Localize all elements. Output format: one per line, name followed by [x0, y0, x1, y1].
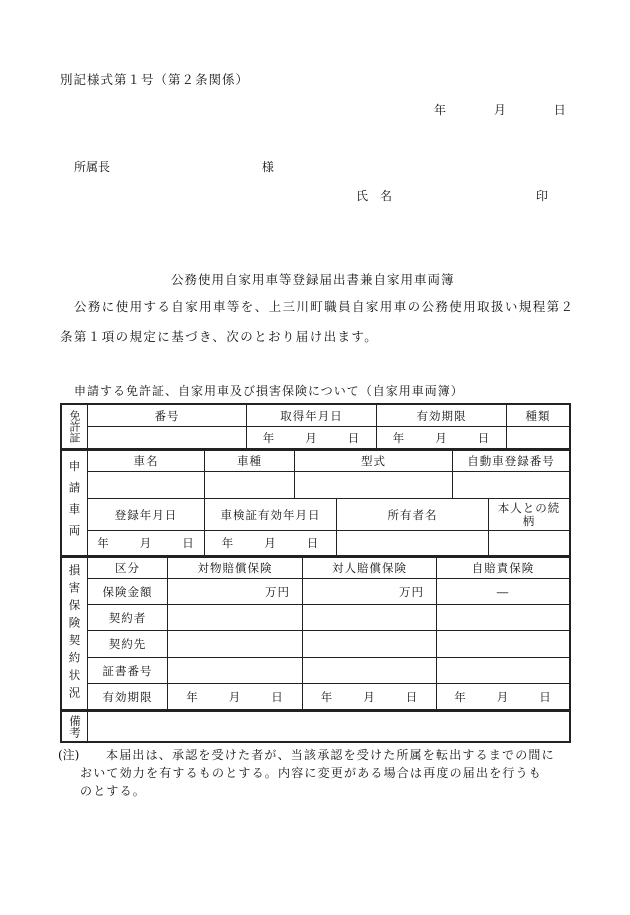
personal-amount-field[interactable]: 万円 [303, 579, 437, 605]
remarks-label: 備考 [62, 712, 88, 742]
applicant-name-label: 氏 名 [356, 189, 393, 203]
property-validity-field[interactable]: 年 月 日 [168, 684, 303, 710]
relationship-field[interactable] [489, 531, 570, 556]
vehicle-reg-number-header: 自動車登録番号 [453, 451, 570, 472]
license-type-header: 種類 [507, 405, 570, 427]
personal-policyholder-field[interactable] [303, 605, 437, 631]
property-certificate-field[interactable] [168, 658, 303, 684]
table-caption: 申請する免許証、自家用車及び損害保険について（自家用車両簿） [74, 384, 464, 398]
compulsory-insurer-field[interactable] [437, 631, 570, 658]
vehicle-reg-number-field[interactable] [453, 472, 570, 499]
compulsory-validity-field[interactable]: 年 月 日 [437, 684, 570, 710]
insurance-table [60, 556, 571, 711]
license-expiry-header: 有効期限 [377, 405, 507, 427]
personal-validity-field[interactable]: 年 月 日 [303, 684, 437, 710]
personal-insurance-header: 対人賠償保険 [303, 558, 437, 579]
vehicle-name-field[interactable] [88, 472, 205, 499]
date-line [434, 101, 566, 118]
personal-certificate-field[interactable] [303, 658, 437, 684]
vehicle-type-header: 車種 [205, 451, 295, 472]
form-number: 別記様式第１号（第２条関係） [60, 72, 250, 87]
license-table [60, 403, 571, 450]
compulsory-insurance-header: 自賠責保険 [437, 558, 570, 579]
property-insurance-header: 対物賠償保険 [168, 558, 303, 579]
license-acquired-date[interactable]: 年 月 日 [247, 427, 377, 449]
note-line-1: 本届出は、承認を受けた者が、当該承認を受けた所属を転出するまでの間に [106, 748, 555, 762]
intro-line-1: 公務に使用する自家用車等を、上三川町職員自家用車の公務使用取扱い規程第２ [74, 299, 575, 314]
addressee [74, 158, 274, 175]
personal-insurer-field[interactable] [303, 631, 437, 658]
remarks-field[interactable] [88, 712, 570, 742]
inspection-validity-field[interactable]: 年 月 日 [205, 531, 337, 556]
vehicle-model-header: 型式 [295, 451, 453, 472]
vehicle-model-field[interactable] [295, 472, 453, 499]
note-label: (注) [58, 748, 80, 762]
vehicle-type-field[interactable] [205, 472, 295, 499]
owner-name-field[interactable] [337, 531, 489, 556]
vehicle-name-header: 車名 [88, 451, 205, 472]
vehicle-section-label: 申請車両 [62, 451, 88, 556]
registration-date-header: 登録年月日 [88, 499, 205, 531]
note-line-2: おいて効力を有するものとする。内容に変更がある場合は再度の届出を行うも [80, 766, 543, 780]
intro-line-2: 条第１項の規定に基づき、次のとおり届け出ます。 [60, 329, 379, 344]
vehicle-table [60, 449, 571, 557]
owner-name-header: 所有者名 [337, 499, 489, 531]
license-number-field[interactable] [88, 427, 247, 449]
inspection-validity-header: 車検証有効年月日 [205, 499, 337, 531]
insurance-section-label: 損害保険契約状況 [62, 558, 88, 710]
addressee-label: 所属長 [74, 160, 111, 174]
remarks-table [60, 710, 571, 743]
validity-period-label: 有効期限 [88, 684, 168, 710]
applicant-line [356, 187, 548, 204]
license-acquired-header: 取得年月日 [247, 405, 377, 427]
license-expiry-date[interactable]: 年 月 日 [377, 427, 507, 449]
date-month: 月 [493, 103, 506, 117]
license-number-header: 番号 [88, 405, 247, 427]
compulsory-certificate-field[interactable] [437, 658, 570, 684]
property-insurer-field[interactable] [168, 631, 303, 658]
seal-mark: 印 [535, 189, 548, 203]
document-title: 公務使用自家用車等登録届出書兼自家用車両簿 [171, 272, 455, 287]
addressee-honorific: 様 [261, 160, 274, 174]
date-day: 日 [553, 103, 566, 117]
relationship-header: 本人との続柄 [489, 499, 570, 531]
license-type-field[interactable] [507, 427, 570, 449]
compulsory-policyholder-field[interactable] [437, 605, 570, 631]
property-policyholder-field[interactable] [168, 605, 303, 631]
insured-amount-label: 保険金額 [88, 579, 168, 605]
license-section-label: 免許証 [62, 405, 88, 449]
note-line-3: のとする。 [80, 784, 147, 798]
insurance-category-header: 区分 [88, 558, 168, 579]
policyholder-label: 契約者 [88, 605, 168, 631]
certificate-number-label: 証書番号 [88, 658, 168, 684]
insurer-label: 契約先 [88, 631, 168, 658]
date-year: 年 [434, 103, 447, 117]
property-amount-field[interactable]: 万円 [168, 579, 303, 605]
compulsory-amount-field: ― [437, 579, 570, 605]
registration-date-field[interactable]: 年 月 日 [88, 531, 205, 556]
